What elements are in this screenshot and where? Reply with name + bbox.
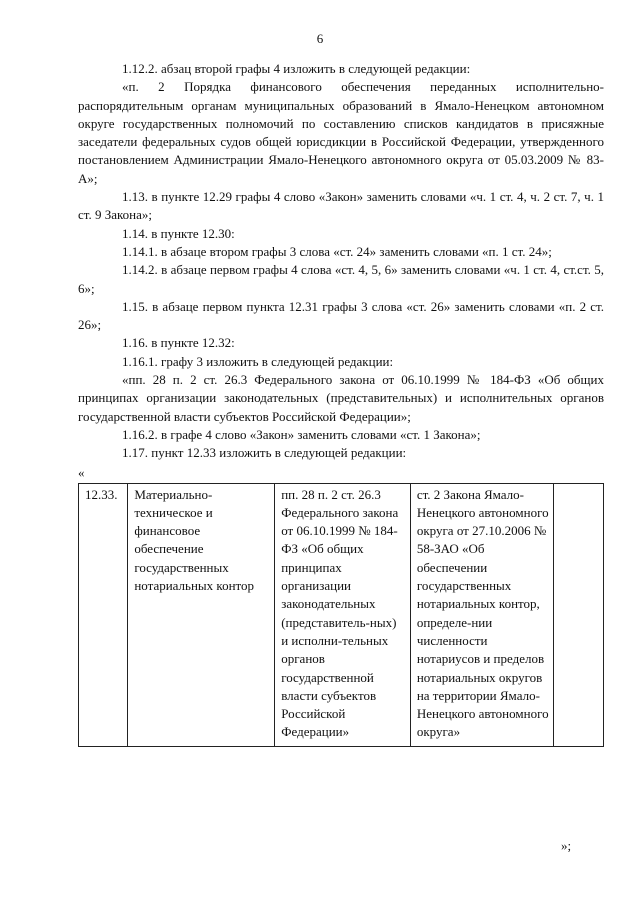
cell-extra [553, 483, 603, 746]
cell-name: Материально-техническое и финансовое обеспечение государственных нотариальных контор [128, 483, 275, 746]
paragraph: 1.13. в пункте 12.29 графы 4 слово «Закон» заменить словами «ч. 1 ст. 4, ч. 2 ст. 7, ч. 1 ст. 9 Закона»; [78, 189, 604, 223]
paragraph: «пп. 28 п. 2 ст. 26.3 Федерального закона от 06.10.1999 № 184-ФЗ «Об общих принципах организации законодательных (представительных) и исполнительных органов государственной власти субъектов Российской Федерации»; [78, 372, 604, 424]
table-row [79, 483, 604, 746]
paragraph: 1.16.1. графу 3 изложить в следующей редакции: [122, 353, 394, 369]
paragraph: 1.14. в пункте 12.30: [122, 225, 235, 241]
document-body [78, 60, 604, 747]
paragraph: 1.17. пункт 12.33 изложить в следующей редакции: [122, 445, 407, 461]
paragraph: 1.14.1. в абзаце втором графы 3 слова «ст. 24» заменить словами «п. 1 ст. 24»; [122, 243, 552, 259]
paragraph: 1.15. в абзаце первом пункта 12.31 графы 3 слова «ст. 26» заменить словами «п. 2 ст. 26»; [78, 298, 604, 333]
cell-federal-basis: пп. 28 п. 2 ст. 26.3 Федерального закона от 06.10.1999 № 184-ФЗ «Об общих принципах организации законодательных (представитель-ных) и исполни-тельных органов государственной власти субъектов Российской Федерации» [275, 483, 411, 746]
paragraph: 1.14.2. в абзаце первом графы 4 слова «ст. 4, 5, 6» заменить словами «ч. 1 ст. 4, ст.ст. 5, 6»; [78, 262, 604, 296]
close-quote: »; [561, 838, 572, 853]
paragraph: 1.12.2. абзац второй графы 4 изложить в следующей редакции: [122, 61, 471, 76]
open-quote: « [78, 464, 85, 480]
amendment-table [78, 483, 604, 747]
paragraph: 1.16.2. в графе 4 слово «Закон» заменить словами «ст. 1 Закона»; [122, 426, 481, 442]
cell-regional-basis: ст. 2 Закона Ямало-Ненецкого автономного округа от 27.10.2006 № 58-ЗАО «Об обеспечении государственных нотариальных контор, определе-нии численности нотариусов и пределов нотариальных округов на территории Ямало-Ненецкого автономного округа» [410, 483, 553, 746]
paragraph: «п. 2 Порядка финансового обеспечения переданных исполнительно-распорядительным органам муниципальных образований в Ямало-Ненецком автономном округе государственных полномочий по составлению списков кандидатов в присяжные заседатели федеральных судов общей юрисдикции в Российской Федерации, утвержденного постановлением Администрации Ямало-Ненецкого автономного округа от 05.03.2009 № 83-А»; [78, 79, 604, 186]
paragraph: 1.16. в пункте 12.32: [122, 335, 235, 351]
page-number: 6 [316, 31, 324, 46]
cell-number: 12.33. [79, 483, 128, 746]
